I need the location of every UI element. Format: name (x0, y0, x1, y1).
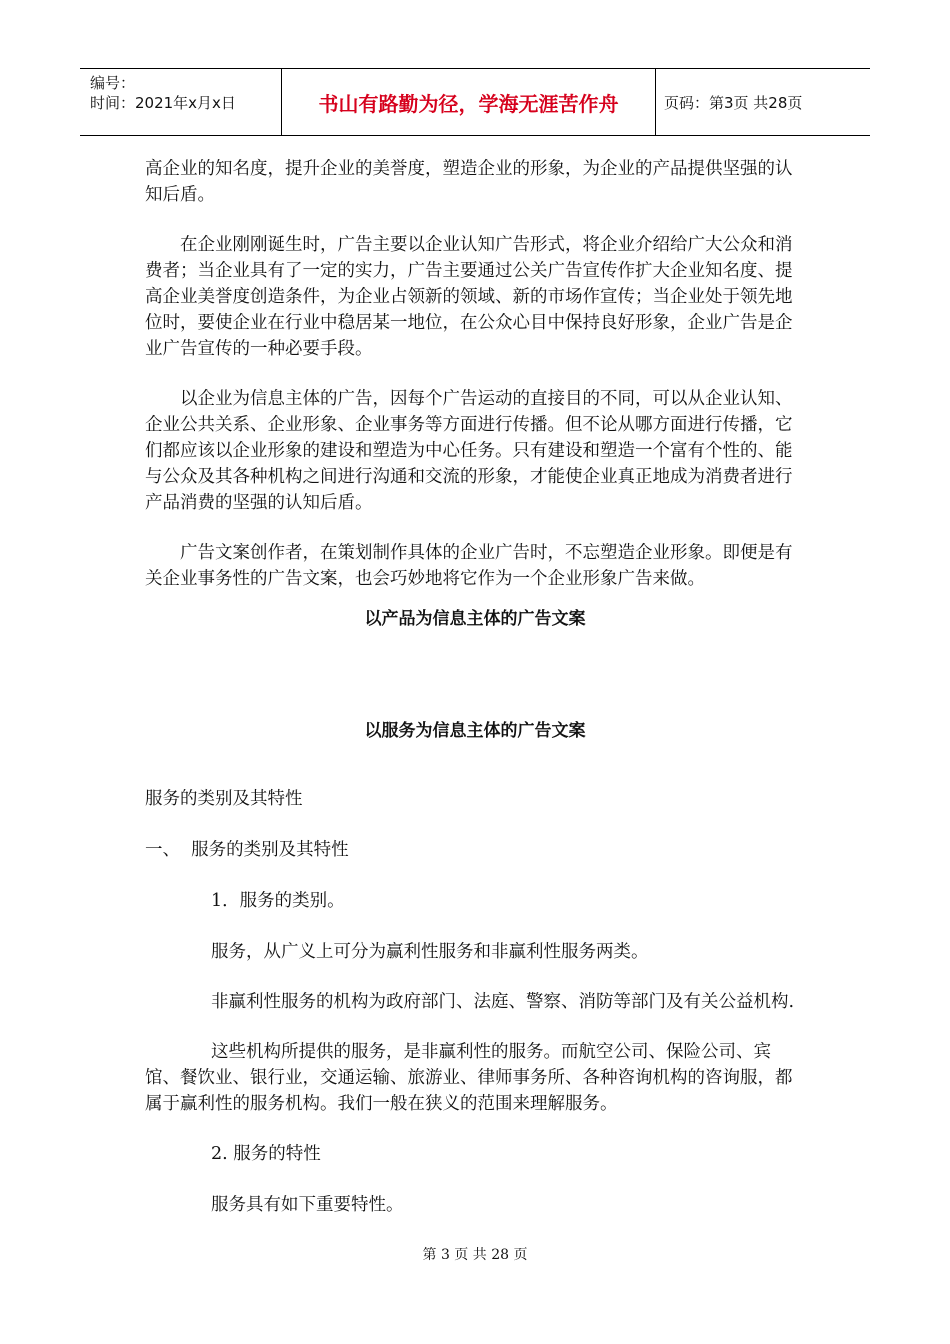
paragraph-8: 服务具有如下重要特性。 (211, 1195, 404, 1215)
heading-service: 以服务为信息主体的广告文案 (364, 721, 586, 741)
item-2-title: 2. 服务的特性 (211, 1144, 321, 1164)
numbered-section-title: 一、 服务的类别及其特性 (145, 840, 349, 860)
paragraph-3: 以企业为信息主体的广告，因每个广告运动的直接目的不同，可以从企业认知、企业公共关系、企业形象、企业事务等方面进行传播。但不论从哪方面进行传播，它们都应该以企业形象的建设和塑造为中心任务。只有建设和塑造一个富有个性的、能与公众及其各种机构之间进行沟通和交流的形象，才能使企业真正地成为消费者进行产品消费的坚强的认知后盾。 (145, 389, 793, 513)
paragraph-1: 高企业的知名度，提升企业的美誉度，塑造企业的形象，为企业的产品提供坚强的认知后盾。 (145, 159, 793, 205)
header-motto: 书山有路勤为径，学海无涯苦作舟 (282, 69, 656, 135)
document-body (145, 156, 805, 1218)
section-title: 服务的类别及其特性 (145, 789, 303, 809)
page-header (80, 68, 870, 136)
paragraph-5: 服务，从广义上可分为赢利性服务和非赢利性服务两类。 (211, 942, 649, 962)
header-page-info: 页码：第3页 共28页 (664, 93, 803, 112)
page-footer: 第 3 页 共 28 页 (422, 1247, 528, 1263)
paragraph-2: 在企业刚刚诞生时，广告主要以企业认知广告形式，将企业介绍给广大公众和消费者；当企业具有了一定的实力，广告主要通过公关广告宣传作扩大企业知名度、提高企业美誉度创造条件，为企业占领新的领域、新的市场作宣传；当企业处于领先地位时，要使企业在行业中稳居某一地位，在公众心目中保持良好形象，企业广告是企业广告宣传的一种必要手段。 (145, 235, 793, 359)
paragraph-7: 这些机构所提供的服务，是非赢利性的服务。而航空公司、保险公司、宾馆、餐饮业、银行业，交通运输、旅游业、律师事务所、各种咨询机构的咨询服，都属于赢利性的服务机构。我们一般在狭义的范围来理解服务。 (145, 1042, 793, 1114)
heading-product: 以产品为信息主体的广告文案 (364, 609, 586, 629)
item-1-title: 1．服务的类别。 (211, 891, 345, 911)
document-number-label: 编号： (90, 74, 136, 92)
paragraph-6: 非赢利性服务的机构为政府部门、法庭、警察、消防等部门及有关公益机构. (211, 992, 795, 1012)
document-date-label: 时间：2021年x月x日 (90, 94, 236, 112)
paragraph-4: 广告文案创作者，在策划制作具体的企业广告时，不忘塑造企业形象。即便是有关企业事务性的广告文案，也会巧妙地将它作为一个企业形象广告来做。 (145, 543, 793, 589)
header-left-cell (80, 69, 282, 135)
